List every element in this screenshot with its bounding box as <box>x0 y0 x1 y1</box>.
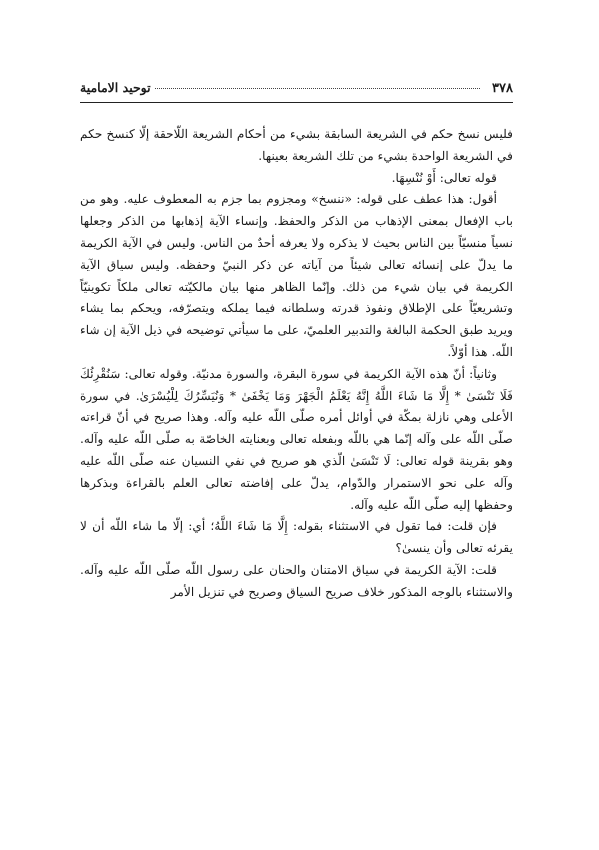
dotted-leader <box>155 88 480 89</box>
paragraph-verse-heading: قوله تعالى: أَوْ نُنْسِهَا. <box>391 170 497 185</box>
text-body <box>80 124 513 604</box>
paragraph: وثانياً: أنّ هذه الآية الكريمة في سورة البقرة، والسورة مدنيّة. وقوله تعالى: سَنُقْرِئُكَ فَلَا تَنْسَىٰ * إِلَّا مَا شَاءَ اللَّهُ إِنَّهُ يَعْلَمُ الْجَهْرَ وَمَا يَخْفَىٰ * وَنُيَسِّرُكَ لِلْيُسْرَىٰ. في سورة الأعلى وهي نازلة بمكّة في أوائل أمره صلّى اللّه عليه وآله. وهذا صريح في أنّ قراءته صلّى اللّه على وآله إنّما هي باللّه وبفعله تعالى وبعنايته الخاصّة به صلّى اللّه عليه وآله. وهو بقرينة قوله تعالى: لَا تَنْسَىٰ الّذي هو صريح في نفي النسيان عنه صلّى اللّه عليه وآله على نحو الاستمرار والدّوام، يدلّ على إفاضته تعالى العلم بالقراءة وبذكرها وحفظها إليه صلّى اللّه عليه وآله. <box>80 366 513 512</box>
page-number: ٣٧٨ <box>492 81 513 96</box>
paragraph: أقول: هذا عطف على قوله: «ننسخ» ومجزوم بما جزم به المعطوف عليه. وهو من باب الإفعال بمعنى الإذهاب من الذكر والحفظ. وإنساء الآية إذهابها من الذكر وجعلها نسياً منسيّاً بين الناس بحيث لا يذكره ولا يعرفه أحدٌ من الناس. وليس في الآية الكريمة ما يدلّ على إنسائه تعالى شيئاً من آياته عن ذكر النبيّ وحفظه. وليس سياق الآية الكريمة في بيان شيء من ذلك. وإنّما الظاهر منها بيان مالكيّته تعالى ملكاً تكوينيّاً وتشريعيّاً على الإطلاق ونفوذ قدرته وسلطانه فيما يملكه ويتصرّفه، ويحكم بما يشاء ويريد طبق الحكمة البالغة والتدبير العلميّ، على ما سيأتي توضيحه في ذيل الآية إن شاء اللّه. هذا أوّلاً. <box>80 192 513 359</box>
page-header <box>80 80 513 96</box>
header-rule <box>80 102 513 103</box>
paragraph: فإن قلت: فما تقول في الاستثناء بقوله: إِلَّا مَا شَاءَ اللَّهُ؛ أي: إلّا ما شاء اللّه أن لا يقرئه تعالى وأن ينسىٰ؟ <box>80 519 513 556</box>
paragraph: فليس نسخ حكم في الشريعة السابقة بشيء من أحكام الشريعة اللّاحقة إلّا كنسخ حكم في الشريعة الواحدة بشيء من تلك الشريعة بعينها. <box>80 127 513 163</box>
paragraph: قلت: الآية الكريمة في سياق الامتنان والحنان على رسول اللّه صلّى اللّه عليه وآله. والاستثناء بالوجه المذكور خلاف صريح السياق وصريح في تنزيل الأمر <box>80 562 513 599</box>
running-title: توحيد الامامية <box>80 80 151 95</box>
